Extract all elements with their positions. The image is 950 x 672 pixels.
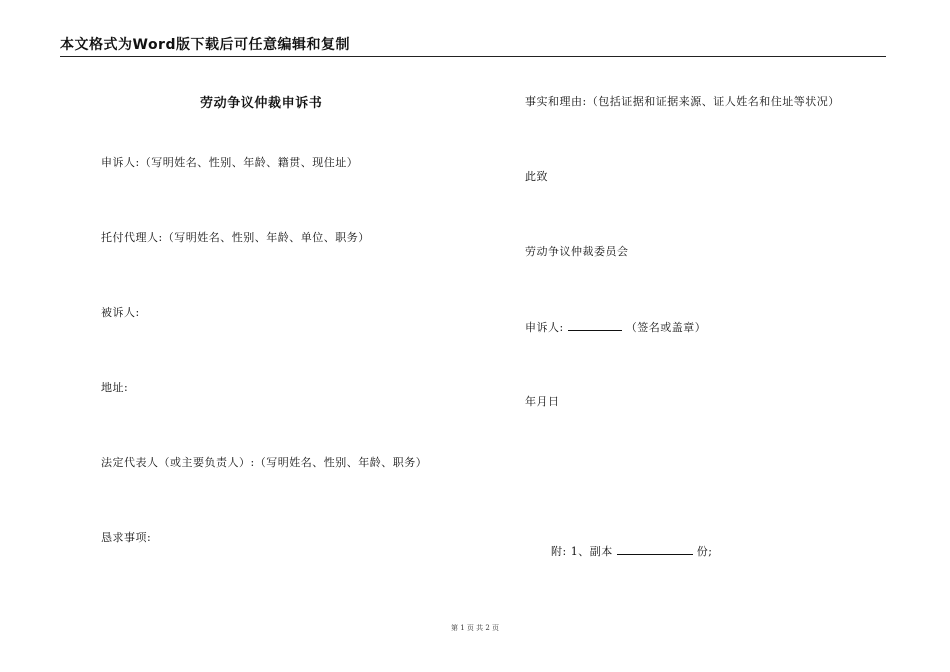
attachment-line [551, 542, 712, 559]
signature-label: 申诉人: [525, 321, 564, 334]
salutation-line: 此致 [525, 170, 548, 183]
legal-representative-line: 法定代表人（或主要负责人）:（写明姓名、性别、年龄、职务） [101, 456, 428, 469]
date-line: 年月日 [525, 395, 560, 408]
document-title: 劳动争议仲裁申诉书 [200, 96, 323, 111]
signature-suffix: （签名或盖章） [625, 321, 707, 334]
respondent-line: 被诉人: [101, 306, 140, 319]
agent-line: 托付代理人:（写明姓名、性别、年龄、单位、职务） [101, 231, 370, 244]
address-line: 地址: [101, 381, 129, 394]
signature-line [525, 318, 706, 335]
header-text: 本文格式为Word版下载后可任意编辑和复制 [60, 37, 350, 53]
attachment-label: 附: 1、副本 [551, 545, 613, 558]
page-number: 第 1 页 共 2 页 [450, 624, 500, 632]
committee-line: 劳动争议仲裁委员会 [525, 245, 629, 258]
page-header [60, 34, 886, 57]
signature-blank [568, 318, 622, 331]
page-footer [0, 623, 950, 633]
facts-line: 事实和理由:（包括证据和证据来源、证人姓名和住址等状况） [525, 95, 840, 108]
attachment-suffix: 份; [696, 545, 713, 558]
requests-line: 恳求事项: [101, 531, 152, 544]
applicant-line: 申诉人:（写明姓名、性别、年龄、籍贯、现住址） [101, 156, 359, 169]
attachment-blank [617, 542, 693, 555]
